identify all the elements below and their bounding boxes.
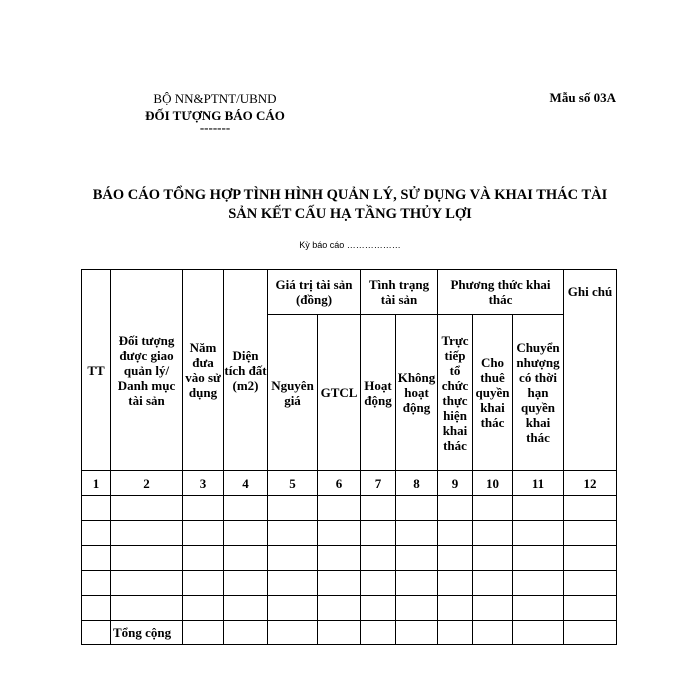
column-number: 2 <box>111 471 183 496</box>
table-cell[interactable] <box>361 596 396 621</box>
table-cell[interactable] <box>564 596 617 621</box>
column-number-row <box>82 471 617 496</box>
table-cell[interactable] <box>564 571 617 596</box>
table-cell[interactable] <box>318 496 361 521</box>
table-cell[interactable] <box>361 521 396 546</box>
table-cell[interactable] <box>224 621 268 645</box>
table-row <box>82 521 617 546</box>
table-cell[interactable] <box>564 621 617 645</box>
table-cell[interactable] <box>318 521 361 546</box>
table-cell[interactable] <box>268 621 318 645</box>
table-cell[interactable] <box>564 496 617 521</box>
table-cell[interactable] <box>396 546 438 571</box>
header-direct: Trực tiếp tổ chức thực hiện khai thác <box>438 315 473 471</box>
table-cell[interactable] <box>111 596 183 621</box>
table-cell[interactable] <box>473 621 513 645</box>
table-cell[interactable] <box>513 596 564 621</box>
table-cell[interactable] <box>438 496 473 521</box>
header-group-method: Phương thức khai thác <box>438 270 564 315</box>
table-cell[interactable] <box>268 521 318 546</box>
table-cell[interactable] <box>396 496 438 521</box>
ministry-block <box>120 90 310 135</box>
table-cell[interactable] <box>183 521 224 546</box>
reporting-period: Kỳ báo cáo ……………… <box>299 240 401 250</box>
header-note: Ghi chú <box>564 270 617 471</box>
report-title-line-1: BÁO CÁO TỔNG HỢP TÌNH HÌNH QUẢN LÝ, SỬ DỤNG VÀ KHAI THÁC TÀI <box>92 187 608 203</box>
table-cell[interactable] <box>318 621 361 645</box>
column-number: 11 <box>513 471 564 496</box>
column-number: 4 <box>224 471 268 496</box>
table-cell[interactable] <box>111 521 183 546</box>
table-cell[interactable] <box>268 546 318 571</box>
table-cell[interactable] <box>111 571 183 596</box>
table-cell[interactable] <box>473 546 513 571</box>
header-group-status: Tình trạng tài sản <box>361 270 438 315</box>
table-cell[interactable] <box>473 596 513 621</box>
table-cell[interactable] <box>82 621 111 645</box>
table-cell[interactable] <box>82 496 111 521</box>
header-inactive: Không hoạt động <box>396 315 438 471</box>
table-cell[interactable] <box>361 621 396 645</box>
table-cell[interactable] <box>82 596 111 621</box>
header-original-value: Nguyên giá <box>268 315 318 471</box>
table-cell[interactable] <box>438 521 473 546</box>
column-number: 3 <box>183 471 224 496</box>
table-cell[interactable] <box>438 571 473 596</box>
table-cell[interactable] <box>438 546 473 571</box>
table-cell[interactable] <box>513 571 564 596</box>
header-active: Hoạt động <box>361 315 396 471</box>
table-cell[interactable] <box>396 596 438 621</box>
table-cell[interactable] <box>224 546 268 571</box>
table-cell[interactable] <box>361 496 396 521</box>
header-gtcl: GTCL <box>318 315 361 471</box>
table-cell[interactable] <box>564 546 617 571</box>
table-row <box>82 546 617 571</box>
table-cell[interactable] <box>268 596 318 621</box>
column-number: 12 <box>564 471 617 496</box>
column-number: 10 <box>473 471 513 496</box>
header-object: Đối tượng được giao quản lý/ Danh mục tài sản <box>111 270 183 471</box>
table-cell[interactable] <box>183 496 224 521</box>
table-cell[interactable] <box>438 596 473 621</box>
header-lease: Cho thuê quyền khai thác <box>473 315 513 471</box>
table-cell[interactable] <box>82 521 111 546</box>
table-row <box>82 596 617 621</box>
table-cell[interactable] <box>513 496 564 521</box>
ministry-name: BỘ NN&PTNT/UBND <box>153 91 277 106</box>
header-tt: TT <box>82 270 111 471</box>
table-cell[interactable] <box>473 521 513 546</box>
header-year: Năm đưa vào sử dụng <box>183 270 224 471</box>
total-row <box>82 621 617 645</box>
table-cell[interactable] <box>513 521 564 546</box>
table-cell[interactable] <box>318 571 361 596</box>
reporting-subject: ĐỐI TƯỢNG BÁO CÁO <box>145 108 285 123</box>
table-cell[interactable] <box>82 546 111 571</box>
table-cell[interactable] <box>318 546 361 571</box>
table-cell[interactable] <box>361 546 396 571</box>
report-table <box>81 269 617 645</box>
table-cell[interactable] <box>396 521 438 546</box>
table-cell[interactable] <box>183 546 224 571</box>
table-cell[interactable] <box>224 521 268 546</box>
header-transfer: Chuyển nhượng có thời hạn quyền khai thác <box>513 315 564 471</box>
column-number: 1 <box>82 471 111 496</box>
column-number: 7 <box>361 471 396 496</box>
table-row <box>82 496 617 521</box>
table-cell[interactable] <box>224 571 268 596</box>
report-title-line-2: SẢN KẾT CẤU HẠ TẦNG THỦY LỢI <box>228 206 472 222</box>
table-cell[interactable] <box>473 571 513 596</box>
table-cell[interactable] <box>183 621 224 645</box>
header-area: Diện tích đất (m2) <box>224 270 268 471</box>
table-row <box>82 571 617 596</box>
table-cell[interactable] <box>183 571 224 596</box>
column-number: 5 <box>268 471 318 496</box>
table-cell[interactable] <box>268 571 318 596</box>
form-number: Mẫu số 03A <box>549 90 616 105</box>
table-cell[interactable] <box>396 571 438 596</box>
table-cell[interactable] <box>183 596 224 621</box>
table-cell[interactable] <box>82 571 111 596</box>
total-label: Tổng cộng <box>111 621 183 645</box>
table-cell[interactable] <box>111 546 183 571</box>
column-number: 6 <box>318 471 361 496</box>
table-cell[interactable] <box>111 496 183 521</box>
table-cell[interactable] <box>318 596 361 621</box>
table-cell[interactable] <box>224 496 268 521</box>
report-title <box>70 186 630 224</box>
table-cell[interactable] <box>396 621 438 645</box>
column-number: 8 <box>396 471 438 496</box>
header-divider: ------- <box>199 120 231 135</box>
table-cell[interactable] <box>513 621 564 645</box>
table-cell[interactable] <box>513 546 564 571</box>
table-cell[interactable] <box>224 596 268 621</box>
table-cell[interactable] <box>473 496 513 521</box>
table-cell[interactable] <box>361 571 396 596</box>
table-cell[interactable] <box>438 621 473 645</box>
table-cell[interactable] <box>268 496 318 521</box>
header-group-value: Giá trị tài sản (đồng) <box>268 270 361 315</box>
column-number: 9 <box>438 471 473 496</box>
table-cell[interactable] <box>564 521 617 546</box>
